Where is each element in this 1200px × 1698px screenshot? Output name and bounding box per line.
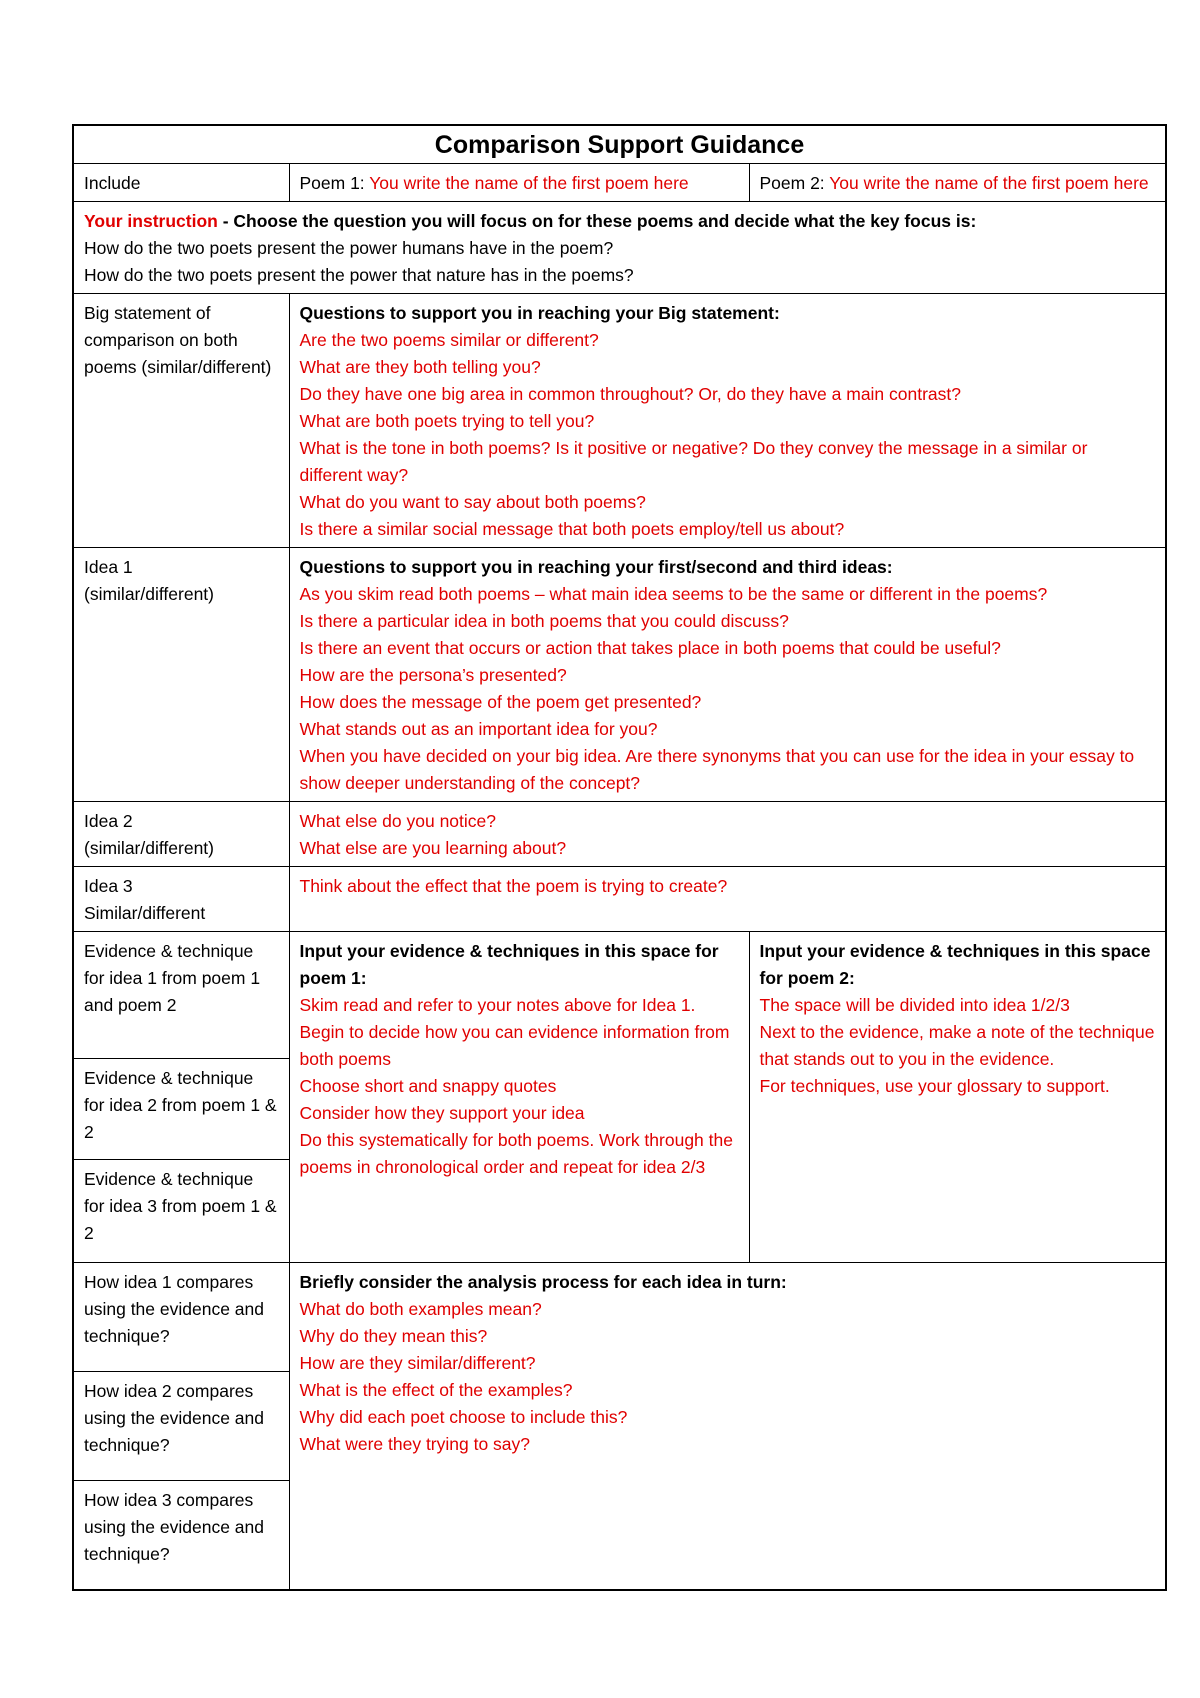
poem2-label: Poem 2: <box>759 173 825 193</box>
analysis-label-idea3: How idea 3 compares using the evidence and technique? <box>84 1490 264 1564</box>
poem2-placeholder: You write the name of the first poem here <box>829 173 1149 193</box>
list-item: The space will be divided into idea 1/2/3 <box>759 995 1070 1015</box>
idea1-label-cell <box>73 548 289 802</box>
list-item: How does the message of the poem get presented? <box>299 692 702 712</box>
instruction-text: - Choose the question you will focus on for these poems and decide what the key focus is: <box>217 211 977 231</box>
analysis-label-idea1: How idea 1 compares using the evidence and technique? <box>74 1263 289 1372</box>
list-item: Why do they mean this? <box>299 1326 488 1346</box>
list-item: Begin to decide how you can evidence information from both poems <box>299 1022 730 1069</box>
list-item: What are they both telling you? <box>299 357 541 377</box>
evidence-poem2 <box>749 932 1166 1263</box>
guidance-sheet <box>72 124 1165 1591</box>
list-item: For techniques, use your glossary to support. <box>759 1076 1110 1096</box>
idea1-heading: Questions to support you in reaching your first/second and third ideas: <box>299 557 893 577</box>
evidence-label-idea3: Evidence & technique for idea 3 from poem 1 & 2 <box>84 1169 277 1243</box>
instruction-row <box>73 202 1166 294</box>
idea2-questions <box>289 802 1166 867</box>
list-item: What else do you notice? <box>299 811 497 831</box>
instruction-label: Your instruction <box>84 211 218 231</box>
list-item: What is the effect of the examples? <box>299 1380 573 1400</box>
idea2-sublabel: (similar/different) <box>84 838 214 858</box>
list-item: As you skim read both poems – what main idea seems to be the same or different in the poems? <box>299 584 1048 604</box>
list-item: Why did each poet choose to include this? <box>299 1407 628 1427</box>
list-item: Is there a particular idea in both poems that you could discuss? <box>299 611 789 631</box>
instruction-cell <box>73 202 1166 294</box>
big-statement-row <box>73 294 1166 548</box>
header-row <box>73 164 1166 202</box>
evidence-label-idea1: Evidence & technique for idea 1 from poem 1 and poem 2 <box>74 932 289 1059</box>
evidence-labels <box>73 932 289 1263</box>
list-item: What are both poets trying to tell you? <box>299 411 595 431</box>
list-item: What do both examples mean? <box>299 1299 542 1319</box>
list-item: Do they have one big area in common throughout? Or, do they have a main contrast? <box>299 384 962 404</box>
evidence-label-idea2: Evidence & technique for idea 2 from poem 1 & 2 <box>74 1059 289 1160</box>
idea1-questions <box>289 548 1166 802</box>
big-statement-heading: Questions to support you in reaching your Big statement: <box>299 303 780 323</box>
list-item: Next to the evidence, make a note of the technique that stands out to you in the evidence. <box>759 1022 1155 1069</box>
analysis-label-idea2: How idea 2 compares using the evidence and technique? <box>74 1372 289 1481</box>
idea3-row <box>73 867 1166 932</box>
list-item: When you have decided on your big idea. Are there synonyms that you can use for the idea in your essay to show deeper understanding of the concept? <box>299 746 1135 793</box>
idea1-row <box>73 548 1166 802</box>
list-item: Think about the effect that the poem is trying to create? <box>299 876 728 896</box>
guidance-table <box>72 124 1167 1591</box>
include-label: Include <box>73 164 289 202</box>
list-item: How are the persona’s presented? <box>299 665 567 685</box>
poem1-header <box>289 164 749 202</box>
poem1-placeholder: You write the name of the first poem here <box>369 173 689 193</box>
list-item: What is the tone in both poems? Is it positive or negative? Do they convey the message in a similar or different way? <box>299 438 1088 485</box>
idea3-label-cell <box>73 867 289 932</box>
list-item: Is there a similar social message that both poets employ/tell us about? <box>299 519 845 539</box>
list-item: Is there an event that occurs or action that takes place in both poems that could be useful? <box>299 638 1001 658</box>
analysis-heading: Briefly consider the analysis process for each idea in turn: <box>299 1272 787 1292</box>
list-item: Do this systematically for both poems. Work through the poems in chronological order and repeat for idea 2/3 <box>299 1130 733 1177</box>
idea3-label: Idea 3 <box>84 876 133 896</box>
evidence-poem2-heading: Input your evidence & techniques in this space for poem 2: <box>759 941 1151 988</box>
list-item: What do you want to say about both poems? <box>299 492 646 512</box>
poem2-header <box>749 164 1166 202</box>
idea1-sublabel: (similar/different) <box>84 584 214 604</box>
list-item: Skim read and refer to your notes above for Idea 1. <box>299 995 696 1015</box>
evidence-row <box>73 932 1166 1263</box>
evidence-poem1 <box>289 932 749 1263</box>
instruction-question-1: How do the two poets present the power humans have in the poem? <box>84 238 614 258</box>
idea2-label-cell <box>73 802 289 867</box>
list-item: Consider how they support your idea <box>299 1103 585 1123</box>
list-item: What were they trying to say? <box>299 1434 531 1454</box>
list-item: What stands out as an important idea for you? <box>299 719 658 739</box>
big-statement-label: Big statement of comparison on both poems (similar/different) <box>73 294 289 548</box>
title-row <box>73 125 1166 164</box>
list-item: What else are you learning about? <box>299 838 567 858</box>
list-item: Choose short and snappy quotes <box>299 1076 557 1096</box>
idea3-sublabel: Similar/different <box>84 903 206 923</box>
idea2-label: Idea 2 <box>84 811 133 831</box>
page-title: Comparison Support Guidance <box>73 125 1166 164</box>
evidence-poem1-heading: Input your evidence & techniques in this space for poem 1: <box>299 941 719 988</box>
idea3-questions <box>289 867 1166 932</box>
idea1-label: Idea 1 <box>84 557 133 577</box>
list-item: How are they similar/different? <box>299 1353 536 1373</box>
analysis-row <box>73 1263 1166 1591</box>
idea2-row <box>73 802 1166 867</box>
instruction-question-2: How do the two poets present the power that nature has in the poems? <box>84 265 634 285</box>
analysis-questions <box>289 1263 1166 1591</box>
analysis-labels <box>73 1263 289 1591</box>
big-statement-questions <box>289 294 1166 548</box>
list-item: Are the two poems similar or different? <box>299 330 599 350</box>
poem1-label: Poem 1: <box>299 173 365 193</box>
